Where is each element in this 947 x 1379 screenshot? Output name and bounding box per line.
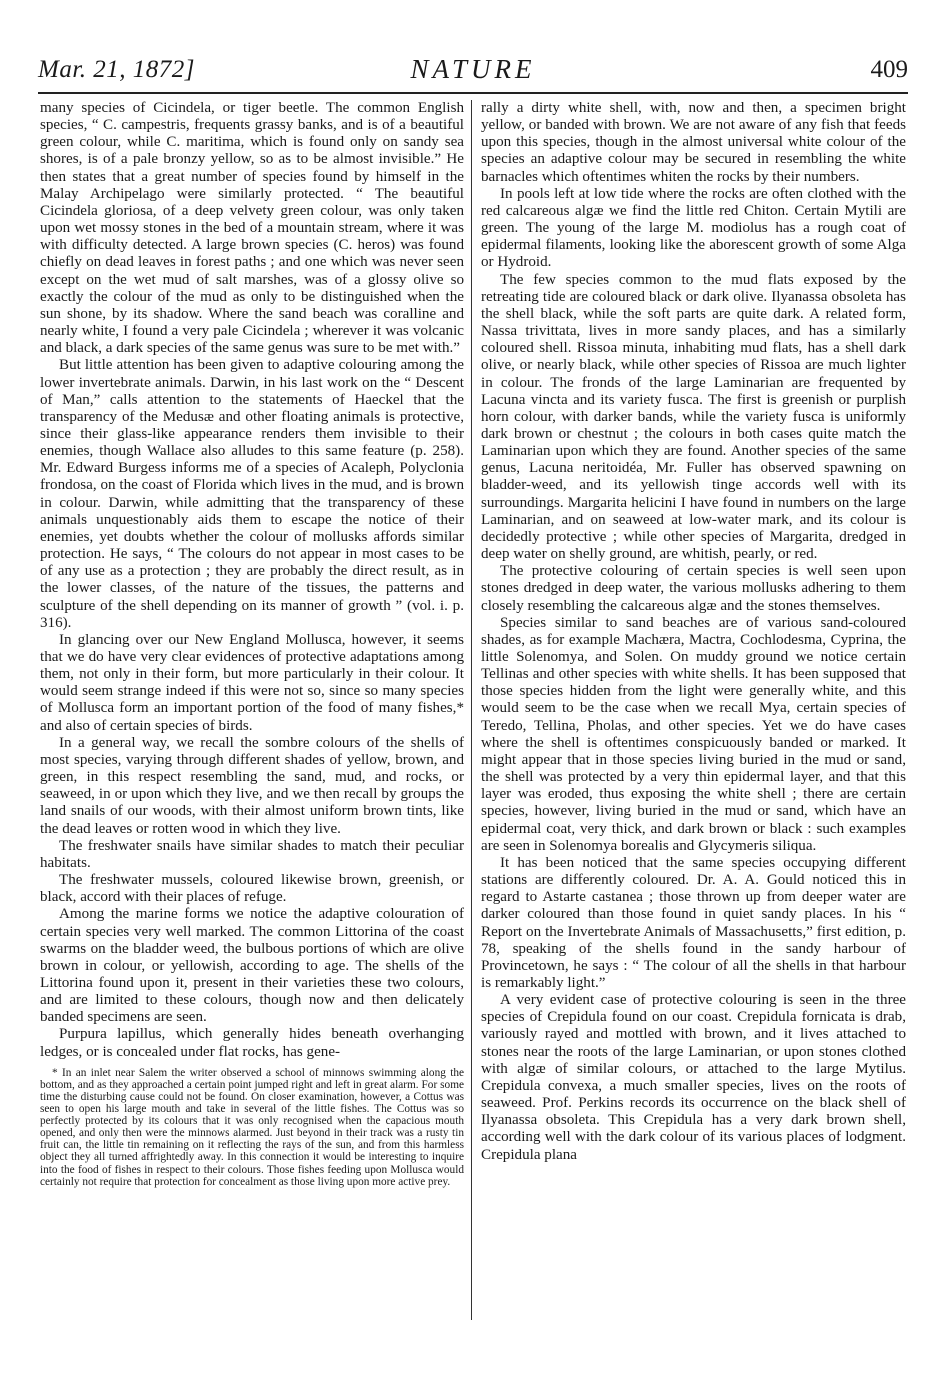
issue-date: Mar. 21, 1872]: [38, 56, 196, 83]
page-header: [38, 54, 908, 90]
footnote-text: * In an inlet near Salem the writer observed a school of minnows swimming along the bottom, and as they approached a certain point jumped right and left in great alarm. For some time the disturbing cause could not be found. On closer examination, however, a Cottus was seen to open his large mouth and take in several of the little fishes. The Cottus was so perfectly protected by its colours that it was only recognised when the capacious mouth opened, and only then were the minnows alarmed. Just beyond in their track was a rusty tin fruit can, the little tin remaining on it reflecting the rays of the sun, and from this harmless object they all turned affrightedly away. In this connection it would be interesting to inquire into the food of fishes in respect to their colours. Those fishes feeding upon Mollusca would certainly not require that protection for concealment as those living upon more active prey.: [40, 1066, 464, 1188]
paragraph: many species of Cicindela, or tiger beetle. The common English species, “ C. campestris, frequents grassy banks, and is of a beautiful green colour, while C. maritima, which is found only on sandy sea shores, is of a pale bronzy yellow, so as to be almost invisible.” He then states that a great number of species found by himself in the Malay Archipelago were similarly protected. “ The beautiful Cicindela gloriosa, of a deep velvety green colour, was only taken upon wet mossy stones in the bed of a mountain stream, where it was with difficulty detected. A large brown species (C. heros) was found chiefly on dead leaves in forest paths ; and one which was never seen except on the wet mud of salt marshes, was of a glossy olive so exactly the colour of the mud as only to be distinguished when the sun shone, by its shadow. Where the sand beach was coralline and nearly white, I found a very pale Cicindela ; wherever it was volcanic and black, a dark species of the same genus was sure to be met with.”: [40, 100, 464, 357]
journal-title: NATURE: [410, 54, 536, 84]
paragraph: The freshwater mussels, coloured likewise brown, greenish, or black, accord with their places of refuge.: [40, 872, 464, 906]
paragraph: In glancing over our New England Mollusca, however, it seems that we do have very clear evidences of protective adaptations among them, not only in their form, but more particularly in their colour. It would seem strange indeed if this were not so, since so many species of Mollusca form an important portion of the food of many fishes,* and also of certain species of birds.: [40, 631, 464, 734]
paragraph: The protective colouring of certain species is well seen upon stones dredged in deep water, the various mollusks adhering to them closely resembling the calcareous algæ and the stones themselves.: [481, 563, 906, 614]
paragraph: A very evident case of protective colouring is seen in the three species of Crepidula found on our coast. Crepidula fornicata is drab, variously rayed and mottled with brown, and it lives attached to stones near the roots of the large Laminarian, or upon stones clothed with algæ of similar colours, or attached to the large Mytilus. Crepidula convexa, a much smaller species, lives on the roots of seaweed. Prof. Perkins records its occurrence on the black shell of Ilyanassa obsoleta. This Crepidula has a very dark brown shell, according well with the dark colour of its various places of lodgment. Crepidula plana: [481, 992, 906, 1163]
paragraph: Purpura lapillus, which generally hides beneath overhanging ledges, or is concealed under flat rocks, has gene-: [40, 1026, 464, 1060]
header-rule: [38, 92, 908, 94]
paragraph: In pools left at low tide where the rocks are often clothed with the red calcareous algæ we find the little red Chiton. Certain Mytili are green. The young of the large M. modiolus has a rough coat of epidermal filaments, looking like the aborescent growth of some Alga or Hydroid.: [481, 185, 906, 271]
paragraph: In a general way, we recall the sombre colours of the shells of most species, varying through different shades of yellow, brown, and green, in this respect resembling the sand, mud, and rocks, or seaweed, in or upon which they live, and we then recall by groups the land snails of our woods, with their almost uniform brown tints, like the dead leaves or rotten wood in which they live.: [40, 734, 464, 837]
left-column: [40, 100, 464, 1188]
paragraph: The freshwater snails have similar shades to match their peculiar habitats.: [40, 837, 464, 871]
paragraph: The few species common to the mud flats exposed by the retreating tide are coloured black or dark olive. Ilyanassa obsoleta has the shell black, while the soft parts are quite dark. A related form, Nassa trivittata, lives in more sandy places, and has a similarly coloured shell. Rissoa minuta, inhabiting mud flats, has a shell dark olive, or nearly black, while other species of Rissoa are much lighter in colour. The fronds of the large Laminarian are frequented by Lacuna vincta and its variety fusca. The first is greenish or purplish horn colour, with darker bands, while the variety fusca is uniformly dark brown or chestnut ; the colours in both cases quite match the Laminarian upon which they are found. Another species of the same genus, Lacuna neritoidéa, Mr. Fuller has observed spawning on bladder-weed, and its yellowish tinge accords well with its surroundings. Margarita helicini I have found in numbers on the large Laminarian, and on seaweed at low-water mark, and its colour is decidedly protective ; while other species of Margarita, dredged in deep water on shelly ground, are whitish, pearly, or red.: [481, 271, 906, 563]
paragraph: Species similar to sand beaches are of various sand-coloured shades, as for example Machæra, Mactra, Cochlodesma, Cyprina, the little Solenomya, and Solen. On muddy ground we notice certain Tellinas and other species with white shells. It has been supposed that those species hidden from the light were generally white, and this would seem to be the case when we recall Mya, certain species of Teredo, Tellina, Pholas, and other species. Yet we do have cases where the shell is oftentimes conspicuously banded or marked. It might appear that in those species living buried in the mud or sand, the shell was protected by a very thin epidermal layer, and that this layer was eroded, thus exposing the white shell ; there are certain species, however, living buried in the mud or sand, which have an epidermal coat, very thick, and dark brown or black : such examples are seen in Solenomya borealis and Glycymeris siliqua.: [481, 614, 906, 854]
right-column: [481, 100, 906, 1164]
paragraph: Among the marine forms we notice the adaptive colouration of certain species very well marked. The common Littorina of the coast swarms on the bladder weed, the bulbous portions of which are olive brown in colour, or yellowish, according to age. The shells of the Littorina found upon it, present in their varieties these two colours, and are limited to these colours, though now and then delicately banded specimens are seen.: [40, 906, 464, 1026]
column-divider: [471, 100, 472, 1320]
paragraph: rally a dirty white shell, with, now and then, a specimen bright yellow, or banded with brown. We are not aware of any fish that feeds upon this species, though in the almost universal white colour of the species an adaptive colour may be secured in resembling the white barnacles which oftentimes whiten the rocks by their numbers.: [481, 100, 906, 185]
footnote: [40, 1067, 464, 1188]
paragraph: It has been noticed that the same species occupying different stations are differently coloured. Dr. A. A. Gould noticed this in regard to Astarte castanea ; those thrown up from deeper water are darker coloured than those found in quiet sandy places. In his “ Report on the Invertebrate Animals of Massachusetts,” first edition, p. 78, speaking of the shells found in the sandy harbour of Provincetown, he says : “ The colour of all the shells in that harbour is remarkably light.”: [481, 854, 906, 991]
paragraph: But little attention has been given to adaptive colouring among the lower invertebrate animals. Darwin, in his last work on the “ Descent of Man,” calls attention to the statements of Haeckel that the transparency of the Medusæ and other floating animals is protective, since their glass-like appearance renders them invisible to their enemies, though Wallace also alludes to this same feature (p. 258). Mr. Edward Burgess informs me of a species of Acaleph, Polyclonia frondosa, on the coast of Florida which lives in the mud, and is brown in colour. Darwin, while admitting that the transparency of these animals unquestionably aids them to escape the notice of their enemies, yet doubts whether the colour of mollusks affords similar protection. He says, “ The colours do not appear in most cases to be of any use as a protection ; they are probably the direct result, as in the lower classes, of the nature of the tissues, the patterns and sculpture of the shell depending on its manner of growth ” (vol. i. p. 316).: [40, 357, 464, 631]
page-number: 409: [870, 56, 908, 83]
